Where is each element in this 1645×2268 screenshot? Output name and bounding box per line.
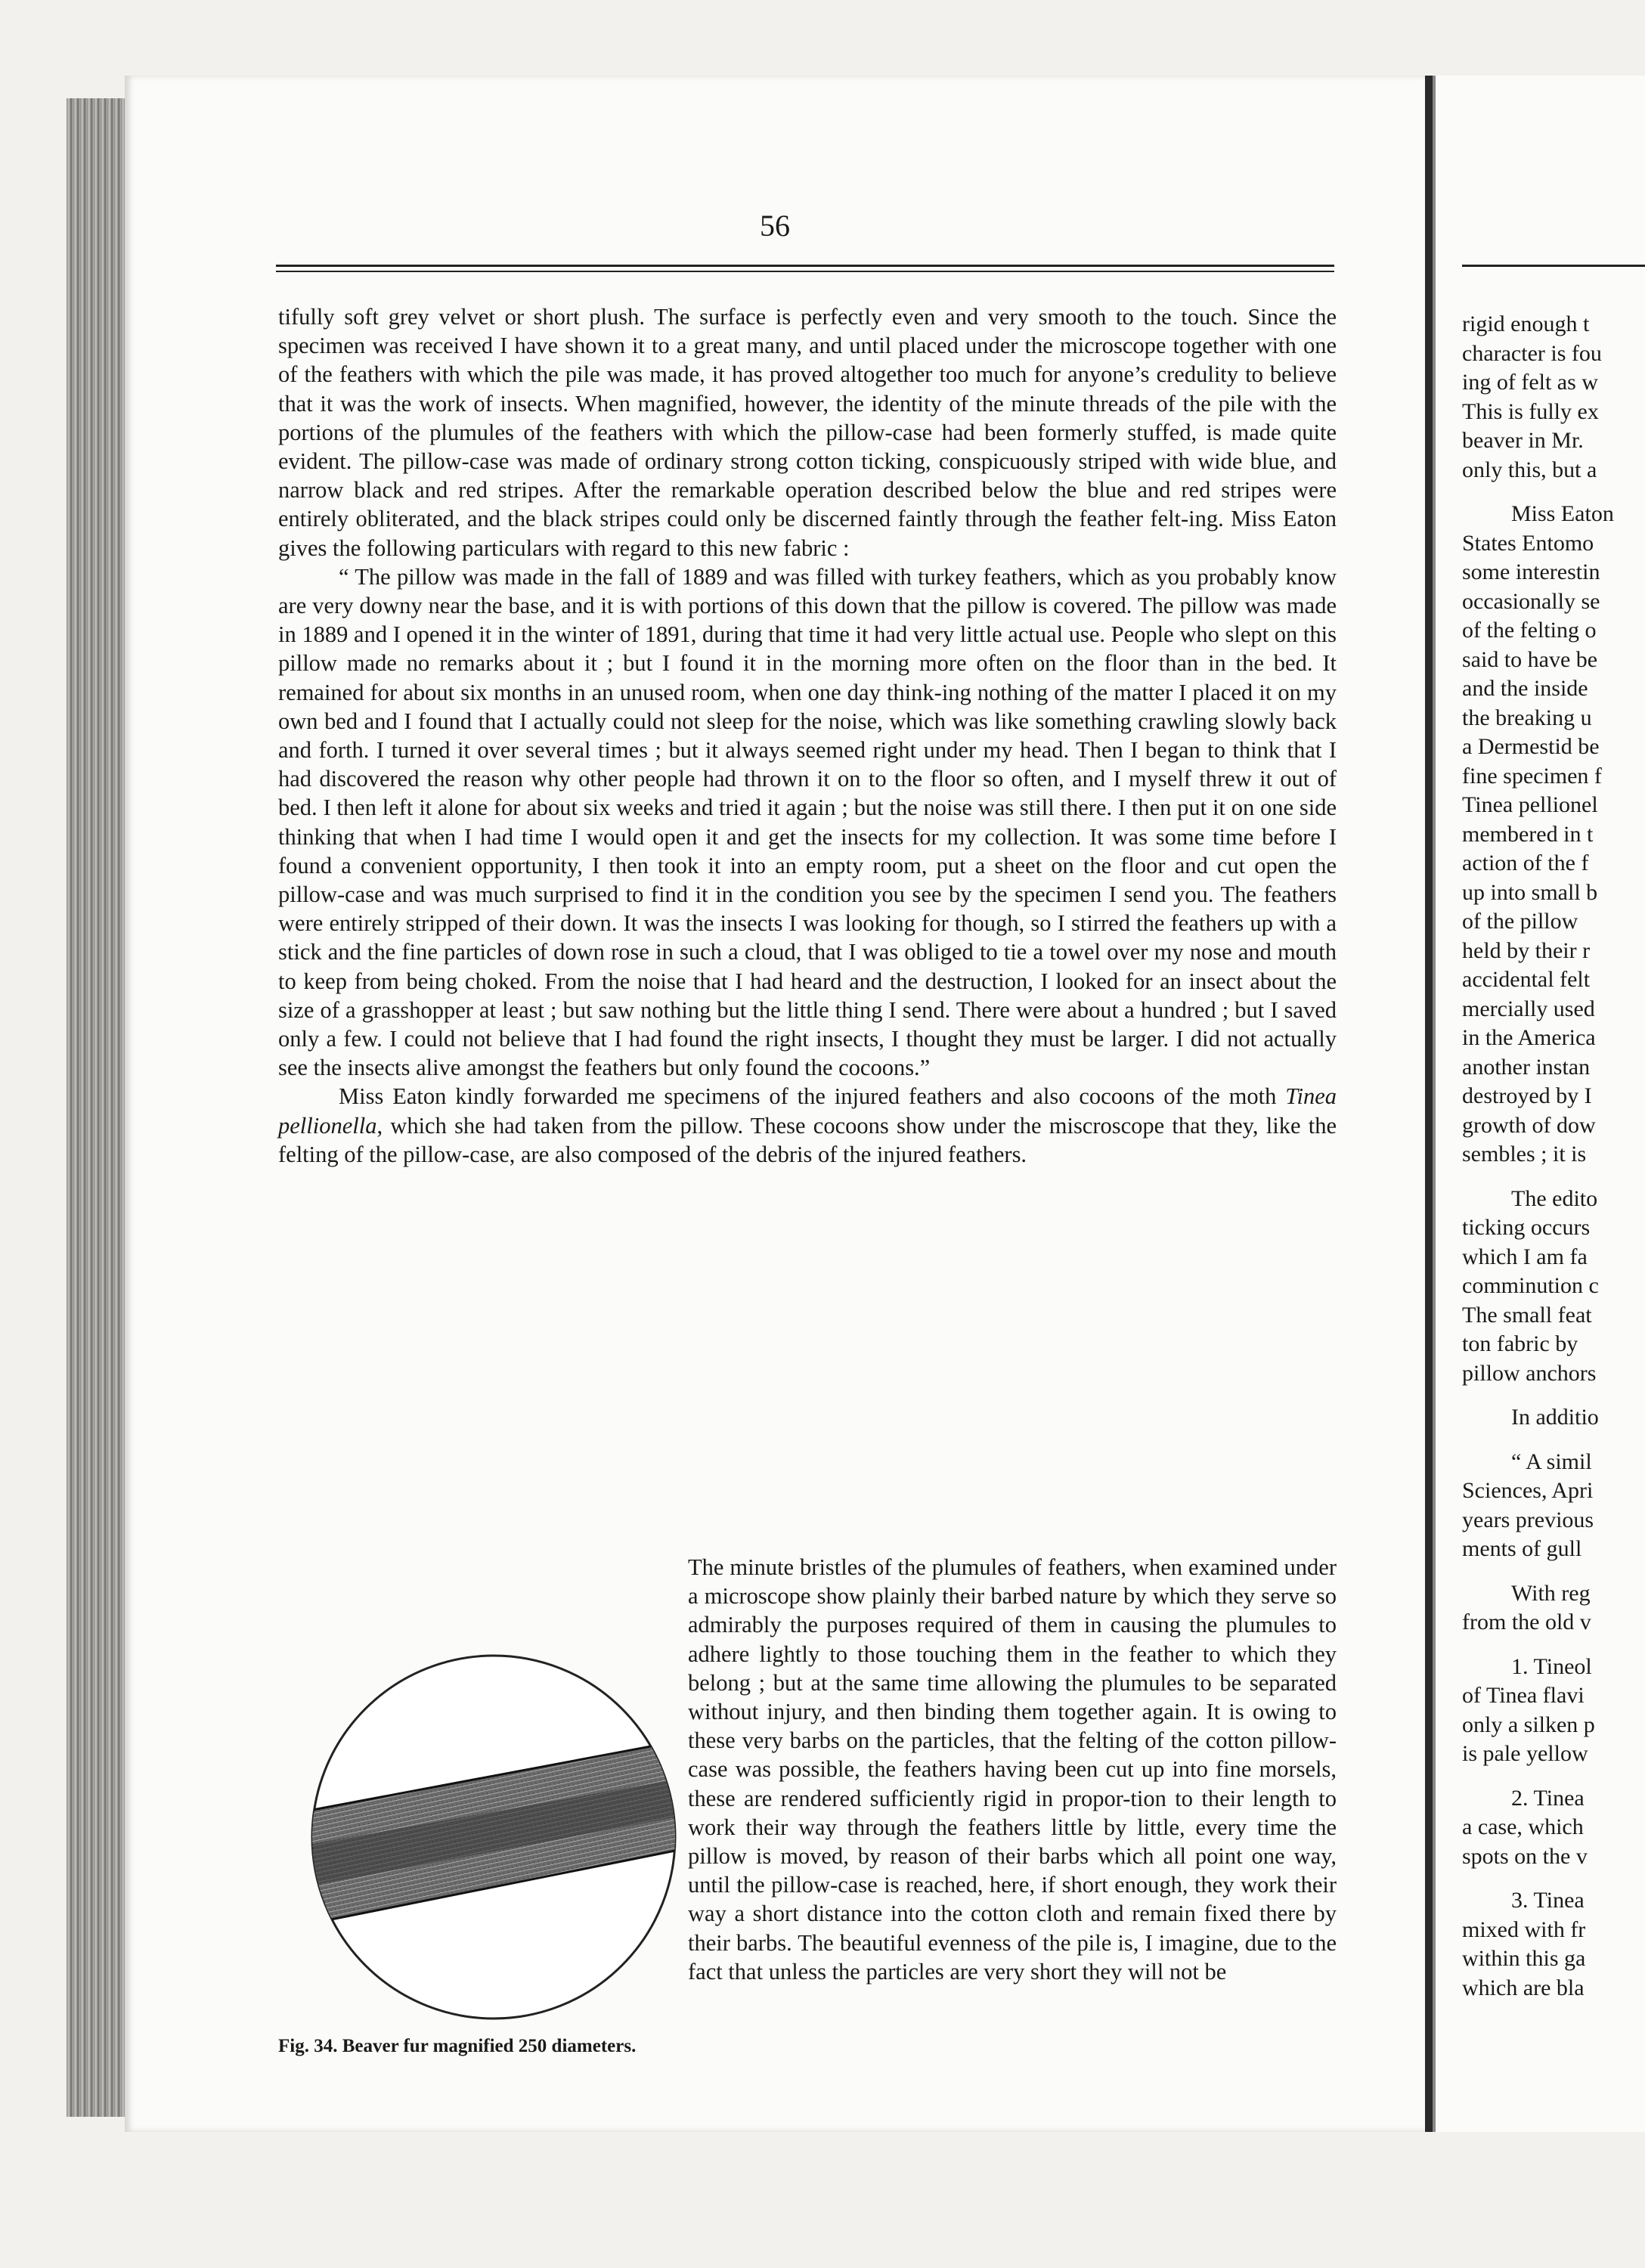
facing-line: Miss Eaton (1511, 501, 1614, 526)
facing-line: This is fully ex (1462, 398, 1599, 424)
facing-line: which are bla (1462, 1975, 1585, 2000)
facing-header-rule (1462, 265, 1645, 267)
facing-line: Tinea pellionel (1462, 792, 1598, 817)
facing-line: action of the f (1462, 850, 1589, 875)
paragraph-2-quote: “ The pillow was made in the fall of 1889 and was filled with turkey feathers, which as you probably know are very downy near the base, and it is with portions of this down that the pillow is covered. The pillow was made in 1889 and I opened it in the winter of 1891, during that time it had very little actual use. People who slept on this pillow made no remarks about it ; but I found it in the morning more often on the floor than in the bed. It remained for about six months in an unused room, when one day think-ing nothing of the matter I placed it on my own bed and I found that I actually could not sleep for the noise, which was like something crawling slowly back and forth. I turned it over several times ; but it always seemed right under my head. Then I began to think that I had discovered the reason why other people had thrown it on to the floor so often, and I myself threw it out of bed. I then left it alone for about six weeks and tried it again ; but the noise was still there. I then put it on one side thinking that when I had time I would open it and get the insects for my collection. It was some time before I found a convenient opportunity, I then took it into an empty room, put a sheet on the floor and cut open the pillow-case and was much surprised to find it in the condition you see by the specimen I send you. The feathers were entirely stripped of their down. It was the insects I was looking for though, so I stirred the feathers up with a stick and the fine particles of down rose in such a cloud, that I was obliged to tie a towel over my nose and mouth to keep from being choked. From the noise that I had heard and the destruction, I looked for an insect about the size of a grasshopper at least ; but saw nothing but the little thing I send. There were about a hundred ; but I saved only a few. I could not believe that I had found the right insects, I thought they must be larger. I did not actually see the insects alive amongst the feathers but only found the cocoons.” (278, 563, 1337, 1081)
facing-line (1462, 1637, 1645, 1653)
facing-line: The edito (1511, 1185, 1598, 1211)
facing-line: growth of dow (1462, 1112, 1596, 1138)
facing-line: another instan (1462, 1054, 1591, 1080)
facing-line (1462, 1388, 1645, 1403)
facing-line: comminution c (1462, 1273, 1599, 1298)
facing-line: spots on the v (1462, 1843, 1588, 1869)
facing-line: With reg (1511, 1580, 1591, 1606)
left-page (125, 76, 1433, 2132)
facing-line: 3. Tinea (1511, 1888, 1585, 1913)
facing-line: some interestin (1462, 559, 1600, 584)
facing-line: of the pillow (1462, 909, 1578, 934)
facing-line: from the old v (1462, 1610, 1591, 1634)
beaver-fur-micrograph (308, 1652, 679, 2022)
facing-line: “ A simil (1511, 1448, 1592, 1474)
facing-line: which I am fa (1462, 1244, 1588, 1269)
facing-line (1462, 1170, 1645, 1185)
facing-line: held by their r (1462, 937, 1591, 963)
facing-line: ing of felt as w (1462, 370, 1598, 395)
facing-line: ticking occurs (1462, 1215, 1591, 1240)
facing-line: within this ga (1462, 1946, 1586, 1971)
facing-line: fine specimen f (1462, 763, 1602, 789)
facing-line: is pale yellow (1462, 1741, 1588, 1766)
facing-line: only this, but a (1462, 457, 1597, 482)
facing-line: rigid enough t (1462, 311, 1590, 336)
facing-line: up into small b (1462, 879, 1598, 905)
facing-line: 1. Tineol (1511, 1653, 1592, 1679)
facing-line: of the felting o (1462, 618, 1597, 643)
facing-page-lines (1462, 310, 1645, 2003)
facing-line (1462, 1433, 1645, 1448)
facing-line: membered in t (1462, 821, 1594, 847)
facing-line: a Dermestid be (1462, 734, 1600, 759)
facing-line: States Entomo (1462, 530, 1594, 556)
facing-line: The small feat (1462, 1302, 1592, 1328)
facing-line: In additio (1511, 1405, 1599, 1430)
facing-line: ton fabric by (1462, 1331, 1578, 1356)
paragraph-1: tifully soft grey velvet or short plush. The surface is perfectly even and very smooth to the touch. Since the specimen was received I have shown it to a great many, and until placed under the microscope together with one of the feathers with which the pile was made, it has proved altogether too much for anyone’s credulity to believe that it was the work of insects. When magnified, however, the identity of the minute threads of the pile with the portions of the plumules of the feathers with which the pillow-case had been formerly stuffed, is made quite evident. The pillow-case was made of ordinary strong cotton ticking, conspicuously striped with wide blue, and narrow black and red stripes. After the remarkable operation described below the blue and red stripes were entirely obliterated, and the black stripes could only be discerned faintly through the feather felt-ing. Miss Eaton gives the following particulars with regard to this new fabric : (278, 304, 1337, 561)
facing-line (1462, 485, 1645, 500)
facing-line: a case, which (1462, 1814, 1584, 1839)
facing-line: the breaking u (1462, 705, 1592, 730)
facing-line (1462, 1564, 1645, 1579)
facing-line: mercially used (1462, 996, 1595, 1021)
body-text (278, 302, 1337, 1169)
figure-caption: Fig. 34. Beaver fur magnified 250 diameters. (278, 2036, 637, 2056)
facing-line: said to have be (1462, 646, 1598, 672)
figure-34 (278, 1652, 671, 2057)
page-number: 56 (760, 209, 790, 243)
facing-line: pillow anchors (1462, 1360, 1597, 1386)
facing-line: ments of gull (1462, 1536, 1582, 1561)
facing-line: sembles ; it is (1462, 1142, 1587, 1167)
facing-line: character is fou (1462, 340, 1602, 366)
paragraph-3: Miss Eaton kindly forwarded me specimens of the injured feathers and also cocoons of the moth Tinea pellionella, which she had taken from the pillow. These cocoons show under the miscroscope that they, like the felting of the pillow-case, are also composed of the debris of the injured feathers. (278, 1083, 1337, 1167)
facing-line: years previous (1462, 1507, 1594, 1532)
facing-line: Sciences, Apri (1462, 1478, 1594, 1503)
facing-line: mixed with fr (1462, 1916, 1586, 1942)
facing-line: occasionally se (1462, 588, 1600, 614)
facing-line: accidental felt (1462, 967, 1591, 992)
header-rule (276, 265, 1334, 272)
facing-line: destroyed by I (1462, 1083, 1592, 1108)
facing-line: 2. Tinea (1511, 1785, 1585, 1811)
facing-line: of Tinea flavi (1462, 1683, 1585, 1708)
facing-line: only a silken p (1462, 1712, 1595, 1737)
facing-line: and the inside (1462, 676, 1588, 701)
facing-line: in the America (1462, 1025, 1596, 1050)
facing-line: beaver in Mr. (1462, 428, 1584, 453)
facing-line (1462, 1871, 1645, 1886)
paragraph-4: The minute bristles of the plumules of feathers, when examined under a microscope show plainly their barbed nature by which they serve so admirably the purposes required of them in causing the plumules to adhere lightly to those touching them in the feather to which they belong ; but at the same time allowing the plumules to be separated without injury, and then binding them together again. It is owing to these very barbs on the particles, that the felting of the cotton pillow-case was possible, the feathers having been cut up into fine morsels, these are rendered sufficiently rigid in propor-tion to their length to work their way through the feathers little by little, every time the pillow is moved, by reason of their barbs which all point one way, until the pillow-case is reached, here, if short enough, they work their way a short distance into the cotton cloth and remain fixed there by their barbs. The beautiful evenness of the pile is, I imagine, due to the fact that unless the particles are very short they will not be (688, 1554, 1337, 1984)
facing-page-fragment (1433, 76, 1645, 2132)
facing-line (1462, 1769, 1645, 1784)
species-name: Tinea pellionella (278, 1083, 1337, 1139)
